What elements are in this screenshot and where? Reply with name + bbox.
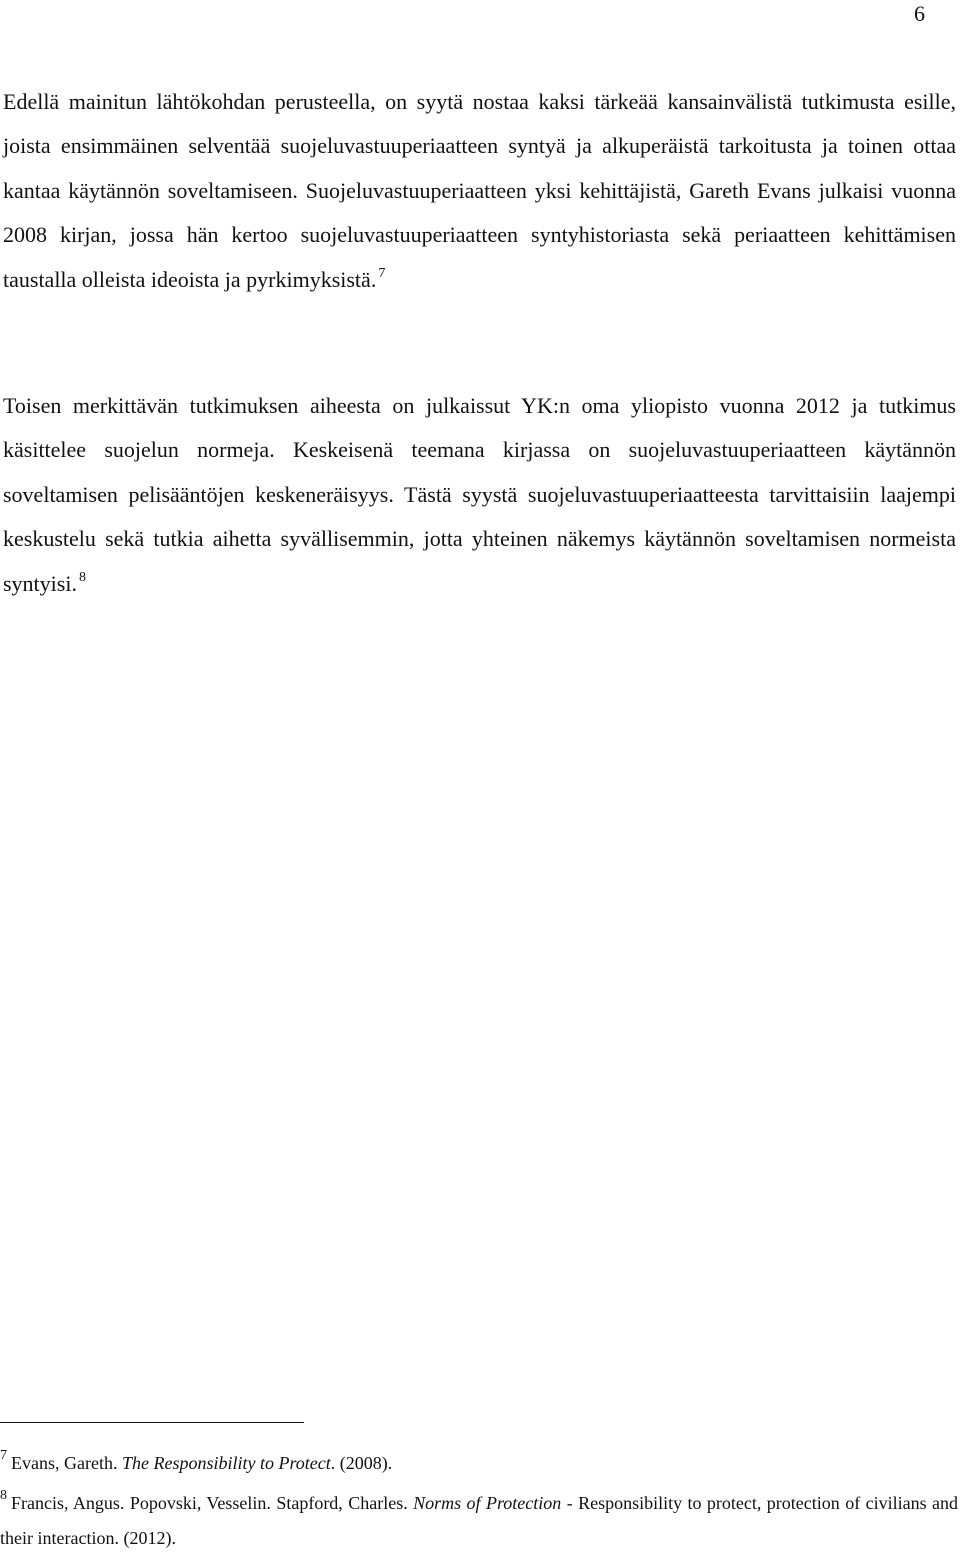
footnote-reference: 8: [78, 569, 86, 585]
body-paragraph: [3, 384, 956, 606]
footnote-reference: 7: [378, 265, 386, 281]
footnote-text: Evans, Gareth.: [11, 1453, 122, 1473]
footnote-separator: [0, 1422, 304, 1423]
footnote: [0, 1486, 958, 1556]
footnote-title: The Responsibility to Protect: [121, 1453, 331, 1473]
footnote-text: - Responsibility to protect, protection of civilians and their interaction. (2012).: [0, 1493, 958, 1548]
paragraph-text: Toisen merkittävän tutkimuksen aiheesta on julkaissut YK:n oma yliopisto vuonna 2012 ja tutkimus käsittelee suojelun normeja. Keskeisenä teemana kirjassa on suojeluvastuuperiaatteen käytännön soveltamisen pelisääntöjen keskeneräisyys. Tästä syystä suojeluvastuuperiaatteesta tarvittaisiin laajempi keskustelu sekä tutkia aihetta syvällisemmin, jotta yhteinen näkemys käytännön soveltamisen normeista syntyisi.: [3, 393, 956, 596]
page-number: 6: [914, 1, 925, 26]
footnote-mark: 7: [0, 1448, 7, 1463]
footnote-title: Norms of Protection: [413, 1493, 562, 1513]
footnote-text: Francis, Angus. Popovski, Vesselin. Stapford, Charles.: [11, 1493, 414, 1513]
footnote-text: . (2008).: [330, 1453, 393, 1473]
footnote-mark: 8: [0, 1488, 7, 1503]
body-paragraph: [3, 80, 956, 302]
footnote: [0, 1446, 958, 1481]
paragraph-text: Edellä mainitun lähtökohdan perusteella, on syytä nostaa kaksi tärkeää kansainvälistä tutkimusta esille, joista ensimmäinen selventää suojeluvastuuperiaatteen syntyä ja alkuperäistä tarkoitusta ja toinen ottaa kantaa käytännön soveltamiseen. Suojeluvastuuperiaatteen yksi kehittäjistä, Gareth Evans julkaisi vuonna 2008 kirjan, jossa hän kertoo suojeluvastuuperiaatteen syntyhistoriasta sekä periaatteen kehittämisen taustalla olleista ideoista ja pyrkimyksistä.: [3, 89, 956, 292]
